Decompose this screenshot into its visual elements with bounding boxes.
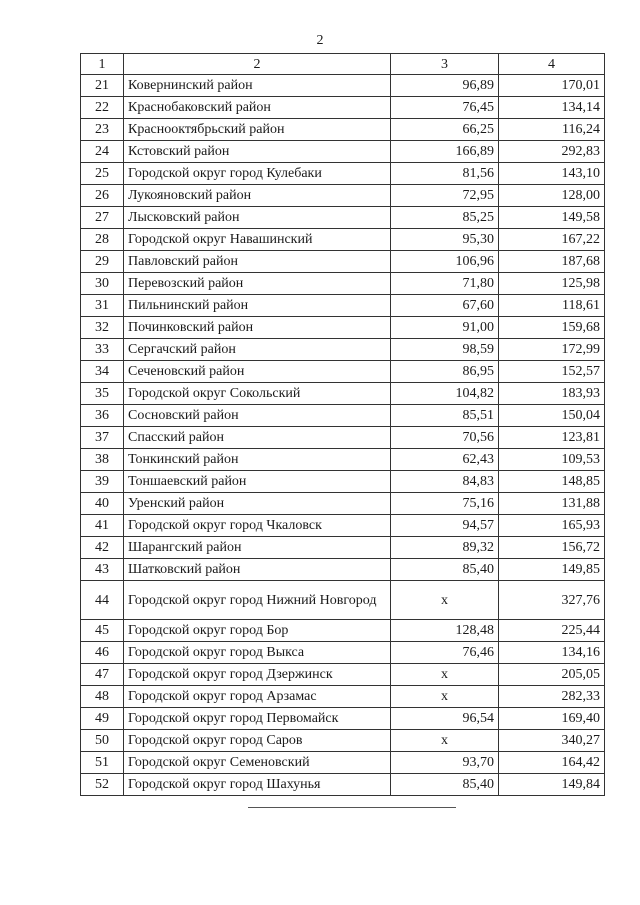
row-col-3: 166,89 — [391, 141, 499, 163]
row-col-4: 118,61 — [499, 295, 605, 317]
row-number: 48 — [81, 686, 124, 708]
row-name: Шатковский район — [124, 559, 391, 581]
header-col-1: 1 — [81, 54, 124, 75]
table-row — [81, 317, 605, 339]
row-col-4: 187,68 — [499, 251, 605, 273]
row-col-3: 95,30 — [391, 229, 499, 251]
table-row — [81, 708, 605, 730]
row-col-3: 85,25 — [391, 207, 499, 229]
row-col-3: 98,59 — [391, 339, 499, 361]
row-col-4: 150,04 — [499, 405, 605, 427]
row-col-3: 93,70 — [391, 752, 499, 774]
row-col-4: 143,10 — [499, 163, 605, 185]
row-name: Уренский район — [124, 493, 391, 515]
row-col-3: 81,56 — [391, 163, 499, 185]
row-number: 26 — [81, 185, 124, 207]
row-number: 47 — [81, 664, 124, 686]
row-col-3: 72,95 — [391, 185, 499, 207]
row-number: 31 — [81, 295, 124, 317]
row-name: Краснобаковский район — [124, 97, 391, 119]
row-name: Починковский район — [124, 317, 391, 339]
row-col-4: 148,85 — [499, 471, 605, 493]
row-number: 39 — [81, 471, 124, 493]
row-col-4: 149,85 — [499, 559, 605, 581]
row-col-3: 62,43 — [391, 449, 499, 471]
row-name: Шарангский район — [124, 537, 391, 559]
row-col-3: 85,40 — [391, 559, 499, 581]
row-name: Кстовский район — [124, 141, 391, 163]
page-number: 2 — [316, 33, 324, 48]
row-name: Перевозский район — [124, 273, 391, 295]
table-row — [81, 471, 605, 493]
row-name: Городской округ Семеновский — [124, 752, 391, 774]
row-col-3: 66,25 — [391, 119, 499, 141]
row-number: 22 — [81, 97, 124, 119]
table-row — [81, 581, 605, 620]
row-name: Тонкинский район — [124, 449, 391, 471]
table-row — [81, 383, 605, 405]
row-col-3: 76,45 — [391, 97, 499, 119]
row-col-3: x — [391, 730, 499, 752]
table-header — [81, 54, 605, 75]
row-col-3: x — [391, 581, 499, 620]
row-col-4: 165,93 — [499, 515, 605, 537]
row-col-4: 134,16 — [499, 642, 605, 664]
row-number: 23 — [81, 119, 124, 141]
row-col-4: 116,24 — [499, 119, 605, 141]
row-col-4: 149,84 — [499, 774, 605, 796]
table-row — [81, 273, 605, 295]
row-name: Городской округ город Арзамас — [124, 686, 391, 708]
row-col-3: 104,82 — [391, 383, 499, 405]
header-col-3: 3 — [391, 54, 499, 75]
row-col-4: 183,93 — [499, 383, 605, 405]
row-number: 51 — [81, 752, 124, 774]
row-name: Городской округ город Чкаловск — [124, 515, 391, 537]
table-row — [81, 119, 605, 141]
row-col-4: 125,98 — [499, 273, 605, 295]
table-row — [81, 207, 605, 229]
row-col-3: x — [391, 686, 499, 708]
row-name: Краснооктябрьский район — [124, 119, 391, 141]
row-col-4: 109,53 — [499, 449, 605, 471]
row-name: Ковернинский район — [124, 75, 391, 97]
row-number: 52 — [81, 774, 124, 796]
row-col-3: 84,83 — [391, 471, 499, 493]
row-col-4: 169,40 — [499, 708, 605, 730]
row-col-3: 85,51 — [391, 405, 499, 427]
row-number: 32 — [81, 317, 124, 339]
row-number: 28 — [81, 229, 124, 251]
table-row — [81, 515, 605, 537]
row-col-3: 70,56 — [391, 427, 499, 449]
row-number: 49 — [81, 708, 124, 730]
row-name: Городской округ город Бор — [124, 620, 391, 642]
row-col-3: 85,40 — [391, 774, 499, 796]
row-col-4: 149,58 — [499, 207, 605, 229]
row-number: 35 — [81, 383, 124, 405]
table-row — [81, 449, 605, 471]
row-number: 24 — [81, 141, 124, 163]
row-col-3: 96,89 — [391, 75, 499, 97]
header-col-2: 2 — [124, 54, 391, 75]
row-number: 41 — [81, 515, 124, 537]
table-row — [81, 559, 605, 581]
table-row — [81, 163, 605, 185]
row-number: 25 — [81, 163, 124, 185]
row-number: 44 — [81, 581, 124, 620]
row-name: Городской округ город Шахунья — [124, 774, 391, 796]
row-name: Городской округ город Выкса — [124, 642, 391, 664]
row-col-4: 131,88 — [499, 493, 605, 515]
row-number: 21 — [81, 75, 124, 97]
table-row — [81, 730, 605, 752]
row-number: 40 — [81, 493, 124, 515]
row-name: Городской округ город Кулебаки — [124, 163, 391, 185]
header-row — [81, 54, 605, 75]
table-row — [81, 295, 605, 317]
table-row — [81, 251, 605, 273]
row-col-4: 167,22 — [499, 229, 605, 251]
row-number: 36 — [81, 405, 124, 427]
row-number: 37 — [81, 427, 124, 449]
row-col-3: 106,96 — [391, 251, 499, 273]
row-name: Лысковский район — [124, 207, 391, 229]
header-col-4: 4 — [499, 54, 605, 75]
table-row — [81, 774, 605, 796]
row-col-4: 205,05 — [499, 664, 605, 686]
district-table — [80, 53, 605, 796]
row-number: 30 — [81, 273, 124, 295]
table-row — [81, 620, 605, 642]
row-name: Городской округ город Нижний Новгород — [124, 581, 391, 620]
row-col-3: 75,16 — [391, 493, 499, 515]
row-col-4: 134,14 — [499, 97, 605, 119]
row-col-3: 86,95 — [391, 361, 499, 383]
table-body — [81, 75, 605, 796]
row-col-4: 152,57 — [499, 361, 605, 383]
row-col-4: 327,76 — [499, 581, 605, 620]
table-row — [81, 752, 605, 774]
table-row — [81, 405, 605, 427]
footer-rule — [248, 807, 456, 808]
table-row — [81, 97, 605, 119]
row-number: 42 — [81, 537, 124, 559]
row-name: Городской округ Навашинский — [124, 229, 391, 251]
table-row — [81, 361, 605, 383]
row-col-4: 225,44 — [499, 620, 605, 642]
row-name: Сергачский район — [124, 339, 391, 361]
row-col-3: 96,54 — [391, 708, 499, 730]
row-col-4: 282,33 — [499, 686, 605, 708]
row-col-4: 128,00 — [499, 185, 605, 207]
row-name: Лукояновский район — [124, 185, 391, 207]
row-col-3: 89,32 — [391, 537, 499, 559]
row-name: Пильнинский район — [124, 295, 391, 317]
row-name: Городской округ город Первомайск — [124, 708, 391, 730]
row-name: Тоншаевский район — [124, 471, 391, 493]
row-col-4: 156,72 — [499, 537, 605, 559]
table-row — [81, 185, 605, 207]
row-number: 38 — [81, 449, 124, 471]
table-row — [81, 75, 605, 97]
row-col-4: 170,01 — [499, 75, 605, 97]
row-number: 29 — [81, 251, 124, 273]
table-row — [81, 664, 605, 686]
row-number: 33 — [81, 339, 124, 361]
row-number: 43 — [81, 559, 124, 581]
table-row — [81, 339, 605, 361]
row-name: Сеченовский район — [124, 361, 391, 383]
row-col-3: 67,60 — [391, 295, 499, 317]
row-col-3: 128,48 — [391, 620, 499, 642]
row-col-4: 292,83 — [499, 141, 605, 163]
row-col-4: 164,42 — [499, 752, 605, 774]
row-name: Городской округ город Дзержинск — [124, 664, 391, 686]
row-number: 50 — [81, 730, 124, 752]
table-row — [81, 537, 605, 559]
table-row — [81, 642, 605, 664]
row-name: Сосновский район — [124, 405, 391, 427]
row-col-3: x — [391, 664, 499, 686]
row-col-3: 91,00 — [391, 317, 499, 339]
row-name: Городской округ Сокольский — [124, 383, 391, 405]
table-row — [81, 141, 605, 163]
row-col-3: 94,57 — [391, 515, 499, 537]
table-row — [81, 493, 605, 515]
row-col-4: 123,81 — [499, 427, 605, 449]
row-name: Павловский район — [124, 251, 391, 273]
table-row — [81, 427, 605, 449]
table-row — [81, 686, 605, 708]
row-col-4: 340,27 — [499, 730, 605, 752]
row-number: 46 — [81, 642, 124, 664]
row-number: 27 — [81, 207, 124, 229]
row-name: Городской округ город Саров — [124, 730, 391, 752]
row-name: Спасский район — [124, 427, 391, 449]
row-col-3: 71,80 — [391, 273, 499, 295]
row-col-3: 76,46 — [391, 642, 499, 664]
row-col-4: 172,99 — [499, 339, 605, 361]
row-number: 45 — [81, 620, 124, 642]
row-number: 34 — [81, 361, 124, 383]
table-row — [81, 229, 605, 251]
row-col-4: 159,68 — [499, 317, 605, 339]
